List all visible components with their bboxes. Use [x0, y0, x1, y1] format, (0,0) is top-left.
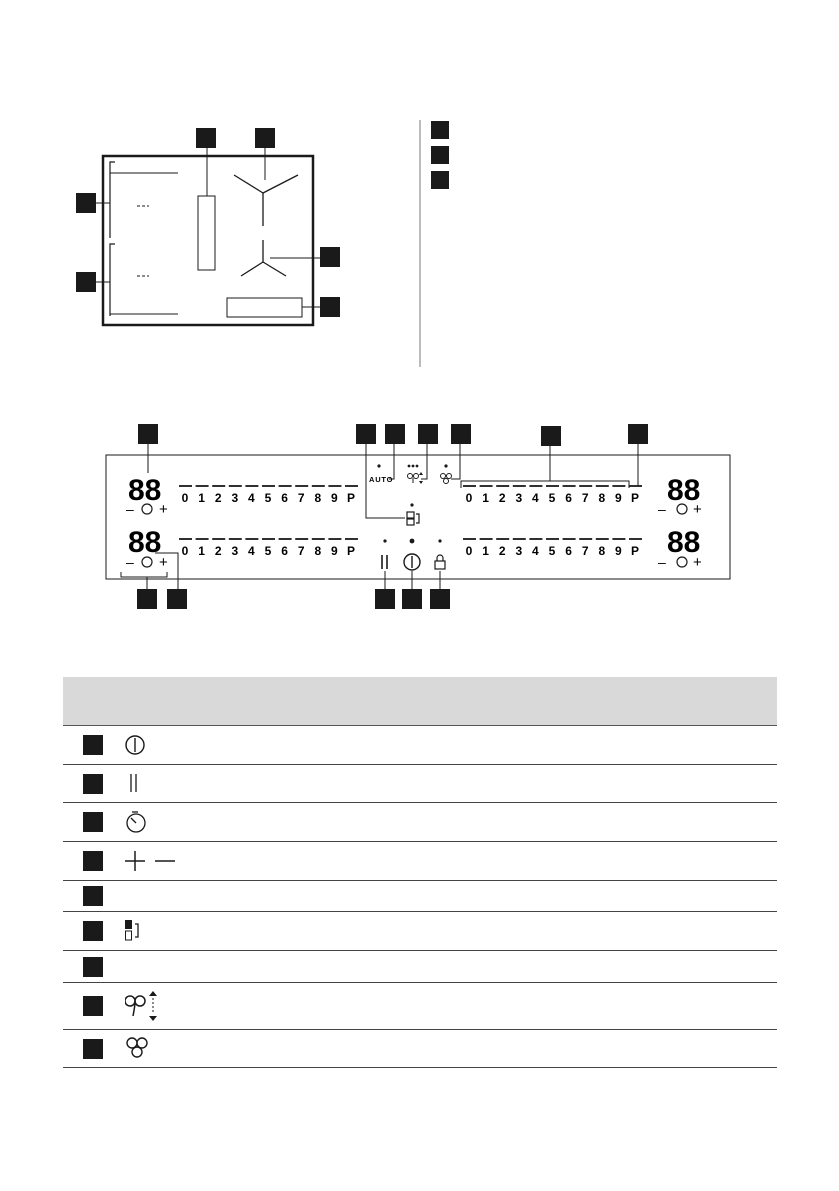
scale-label: P: [346, 544, 356, 558]
row-number-marker: [83, 774, 103, 794]
scale-label: 7: [581, 544, 589, 558]
scale-label: 6: [281, 491, 288, 505]
row-number-marker: [83, 735, 103, 755]
callout-marker: [628, 424, 648, 444]
timer-icon: [125, 809, 151, 835]
scale-label: 7: [297, 491, 305, 505]
scale-label: 0: [181, 491, 189, 505]
scale-label: 1: [198, 544, 205, 558]
scale-label: 1: [482, 491, 489, 505]
table-row: [63, 726, 777, 765]
scale-label: 3: [231, 491, 239, 505]
power-scales: [179, 486, 642, 558]
fan-icon: [441, 474, 452, 484]
scale-label: 8: [314, 544, 322, 558]
scale-label: 8: [598, 491, 606, 505]
fan-icon: [125, 1035, 151, 1061]
display-left-bottom: 88: [128, 526, 162, 559]
scale-label: 0: [181, 544, 189, 558]
display-left-top: 88: [128, 474, 162, 507]
scale-label: 7: [581, 491, 589, 505]
auto-label: AUTO: [369, 475, 394, 484]
display-right-bottom: 88: [667, 526, 701, 559]
callout-marker: [430, 589, 450, 609]
plus-minus-icon: [125, 849, 175, 873]
scale-label: P: [630, 544, 640, 558]
row-number-marker: [83, 812, 103, 832]
scale-label: 4: [532, 491, 539, 505]
scale-label: 5: [264, 491, 272, 505]
scale-label: 6: [565, 544, 572, 558]
row-number-marker: [83, 921, 103, 941]
callout-marker: [356, 424, 376, 444]
scale-label: 8: [598, 544, 606, 558]
svg-text:+: +: [693, 554, 702, 571]
svg-text:–: –: [126, 554, 134, 570]
scale-label: 3: [515, 491, 523, 505]
svg-text:–: –: [126, 501, 134, 517]
scale-label: 4: [248, 544, 255, 558]
table-row: [63, 983, 777, 1030]
scale-label: 6: [565, 491, 572, 505]
callout-marker: [402, 589, 422, 609]
table-row: [63, 951, 777, 983]
callout-marker: [451, 424, 471, 444]
table-row: [63, 881, 777, 912]
scale-label: 9: [615, 491, 622, 505]
scale-label: P: [630, 491, 640, 505]
row-number-marker: [83, 1039, 103, 1059]
fan-speed-icon: [125, 989, 159, 1023]
scale-label: 4: [532, 544, 539, 558]
scale-label: 2: [498, 544, 506, 558]
display-right-top: 88: [667, 474, 701, 507]
table-row: [63, 803, 777, 842]
pause-icon: [125, 771, 149, 795]
table-row: [63, 765, 777, 803]
svg-text:+: +: [159, 554, 168, 571]
scale-label: 9: [331, 544, 338, 558]
scale-label: 2: [214, 544, 222, 558]
scale-label: 1: [482, 544, 489, 558]
callout-marker: [541, 426, 561, 446]
callout-marker: [418, 424, 438, 444]
scale-label: 8: [314, 491, 322, 505]
scale-label: 9: [331, 491, 338, 505]
svg-text:+: +: [159, 501, 168, 518]
bridge-icon: [125, 918, 145, 944]
lock-icon: [435, 561, 445, 569]
table-header: [63, 677, 777, 726]
scale-label: 1: [198, 491, 205, 505]
svg-text:–: –: [658, 554, 666, 570]
svg-text:+: +: [693, 501, 702, 518]
callout-marker: [375, 589, 395, 609]
table-row: [63, 1030, 777, 1068]
scale-label: 0: [465, 491, 473, 505]
power-icon: [125, 733, 149, 757]
bridge-icon: [407, 512, 414, 518]
callout-marker: [167, 589, 187, 609]
svg-text:–: –: [658, 501, 666, 517]
scale-label: 2: [214, 491, 222, 505]
scale-label: P: [346, 491, 356, 505]
fan-speed-icon: [408, 472, 424, 484]
scale-label: 4: [248, 491, 255, 505]
control-table: [63, 677, 777, 1068]
scale-label: 6: [281, 544, 288, 558]
callout-marker: [137, 589, 157, 609]
table-row: [63, 842, 777, 881]
scale-label: 3: [515, 544, 523, 558]
scale-label: 0: [465, 544, 473, 558]
scale-label: 7: [297, 544, 305, 558]
scale-label: 2: [498, 491, 506, 505]
scale-label: 5: [264, 544, 272, 558]
scale-label: 5: [548, 544, 556, 558]
row-number-marker: [83, 996, 103, 1016]
row-number-marker: [83, 851, 103, 871]
row-number-marker: [83, 886, 103, 906]
scale-label: 5: [548, 491, 556, 505]
table-row: [63, 912, 777, 951]
scale-label: 3: [231, 544, 239, 558]
callout-marker: [385, 424, 405, 444]
callout-marker: [138, 424, 158, 444]
scale-label: 9: [615, 544, 622, 558]
row-number-marker: [83, 957, 103, 977]
